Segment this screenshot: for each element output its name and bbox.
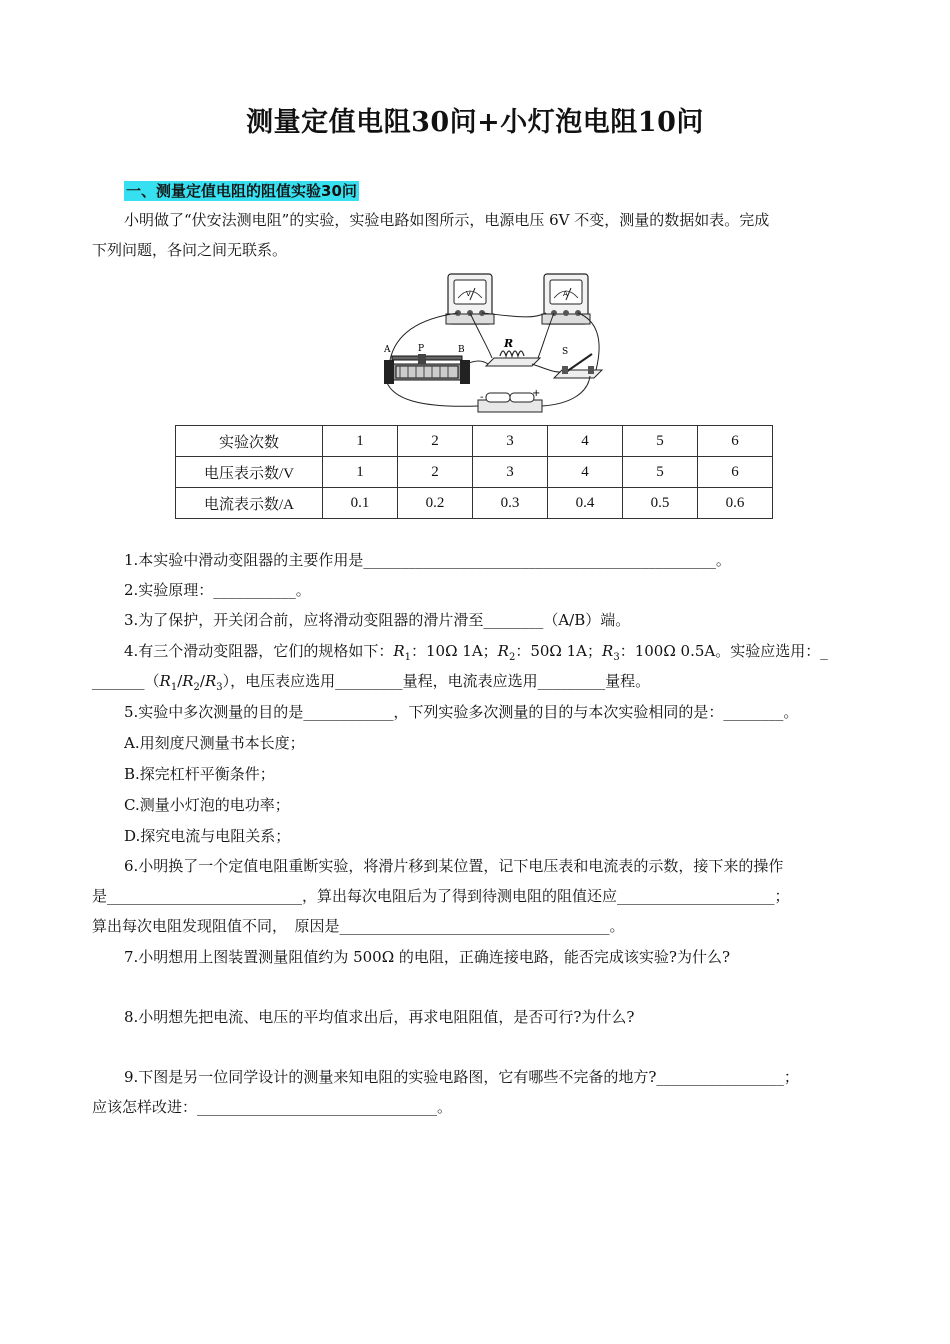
question-4-line-2 bbox=[92, 671, 650, 698]
option-c: C.测量小灯泡的电功率； bbox=[124, 796, 290, 814]
circuit-figure bbox=[382, 268, 612, 416]
q4-r3: R bbox=[602, 642, 614, 660]
table-header-cell: 电压表示数/V bbox=[176, 457, 323, 488]
table-header-cell: 实验次数 bbox=[176, 426, 323, 457]
question-6-line-3: 算出每次电阻发现阻值不同， 原因是____________________________________。 bbox=[92, 917, 625, 935]
section-heading: 一、测量定值电阻的阻值实验30问 bbox=[126, 182, 357, 200]
intro-line-1: 小明做了“伏安法测电阻”的实验，实验电路如图所示，电源电压 6V 不变，测量的数据如表。完成 bbox=[124, 211, 770, 229]
table-cell: 4 bbox=[548, 457, 623, 488]
table-cell: 3 bbox=[473, 457, 548, 488]
question-6-line-1: 6.小明换了一个定值电阻重断实验，将滑片移到某位置，记下电压表和电流表的示数，接下来的操作 bbox=[124, 857, 784, 875]
question-6-line-2: 是__________________________，算出每次电阻后为了得到待测电阻的阻值还应_____________________； bbox=[92, 887, 790, 905]
intro-line-2: 下列问题，各问之间无联系。 bbox=[92, 241, 288, 259]
question-3: 3.为了保护，开关闭合前，应将滑动变阻器的滑片滑至________（A/B）端。 bbox=[124, 611, 631, 629]
data-table bbox=[175, 425, 773, 519]
battery bbox=[478, 388, 542, 412]
q4-r1: R bbox=[393, 642, 405, 660]
table-cell: 6 bbox=[698, 457, 773, 488]
q4-r1-sub: 1 bbox=[404, 652, 411, 663]
q4-opt-r1-sub: 1 bbox=[170, 682, 178, 693]
table-cell: 5 bbox=[623, 426, 698, 457]
option-b: B.探完杠杆平衡条件； bbox=[124, 765, 275, 783]
q4-text: ），电压表应选用_________量程，电流表应选用_________量程。 bbox=[222, 672, 651, 690]
terminal-B-label: B bbox=[458, 345, 465, 355]
q4-text: ：10Ω 1A； bbox=[411, 642, 498, 660]
table-cell: 0.4 bbox=[548, 488, 623, 519]
page-title: 测量定值电阻30问+小灯泡电阻10问 bbox=[246, 107, 704, 138]
voltmeter bbox=[446, 274, 494, 324]
q4-text: ：100Ω 0.5A。实验应选用：_ bbox=[619, 642, 828, 660]
table-row bbox=[176, 426, 773, 457]
q4-text: 4.有三个滑动变阻器，它们的规格如下： bbox=[124, 642, 394, 660]
q4-opt-r1: R bbox=[159, 672, 171, 690]
rheostat bbox=[383, 344, 470, 384]
question-5: 5.实验中多次测量的目的是____________，下列实验多次测量的目的与本次实验相同的是：________。 bbox=[124, 703, 799, 721]
q4-opt-r2-sub: 2 bbox=[193, 682, 200, 693]
table-cell: 6 bbox=[698, 426, 773, 457]
terminal-A-label: A bbox=[384, 345, 391, 355]
q4-r2-sub: 2 bbox=[508, 652, 516, 663]
ammeter bbox=[542, 274, 590, 324]
question-2: 2.实验原理：___________。 bbox=[124, 581, 311, 599]
table-cell: 0.6 bbox=[698, 488, 773, 519]
q4-opt-r3: R bbox=[204, 672, 217, 690]
table-cell: 0.5 bbox=[623, 488, 698, 519]
q4-slash: / bbox=[199, 672, 205, 690]
table-cell: 1 bbox=[323, 426, 398, 457]
table-cell: 0.2 bbox=[398, 488, 473, 519]
option-a: A.用刻度尺测量书本长度； bbox=[124, 734, 305, 752]
question-9-line-1: 9.下图是另一位同学设计的测量来知电阻的实验电路图，它有哪些不完备的地方?_________________； bbox=[124, 1068, 799, 1086]
table-cell: 0.1 bbox=[323, 488, 398, 519]
q4-r3-sub: 3 bbox=[613, 652, 620, 663]
q4-text: ：50Ω 1A； bbox=[515, 642, 603, 660]
resistor bbox=[486, 337, 540, 366]
table-cell: 5 bbox=[623, 457, 698, 488]
voltmeter-label: V bbox=[466, 290, 471, 298]
question-4-line-1 bbox=[124, 641, 828, 668]
table-cell: 0.3 bbox=[473, 488, 548, 519]
battery-plus-label: + bbox=[532, 388, 541, 399]
table-cell: 1 bbox=[323, 457, 398, 488]
q4-opt-r3-sub: 3 bbox=[216, 682, 223, 693]
option-d: D.探究电流与电阻关系； bbox=[124, 827, 291, 845]
table-cell: 4 bbox=[548, 426, 623, 457]
table-row bbox=[176, 488, 773, 519]
q4-text: _______（ bbox=[92, 672, 160, 690]
resistor-R-label: R bbox=[504, 337, 514, 350]
slider-P-label: P bbox=[418, 344, 425, 354]
question-9-line-2: 应该怎样改进：________________________________。 bbox=[92, 1098, 453, 1116]
question-7: 7.小明想用上图装置测量阻值约为 500Ω 的电阻，正确连接电路，能否完成该实验?为什么? bbox=[124, 948, 731, 966]
ammeter-label: A bbox=[563, 290, 568, 298]
q4-r2: R bbox=[497, 642, 509, 660]
table-cell: 3 bbox=[473, 426, 548, 457]
table-row bbox=[176, 457, 773, 488]
table-cell: 2 bbox=[398, 426, 473, 457]
switch-S-label: S bbox=[562, 347, 569, 357]
table-header-cell: 电流表示数/A bbox=[176, 488, 323, 519]
switch bbox=[554, 347, 602, 378]
question-1: 1.本实验中滑动变阻器的主要作用是_______________________________________________。 bbox=[124, 551, 731, 569]
q4-opt-r2: R bbox=[182, 672, 194, 690]
battery-minus-label: - bbox=[480, 392, 484, 403]
table-cell: 2 bbox=[398, 457, 473, 488]
q4-slash: / bbox=[177, 672, 183, 690]
question-8: 8.小明想先把电流、电压的平均值求出后，再求电阻阻值，是否可行?为什么? bbox=[124, 1008, 635, 1026]
